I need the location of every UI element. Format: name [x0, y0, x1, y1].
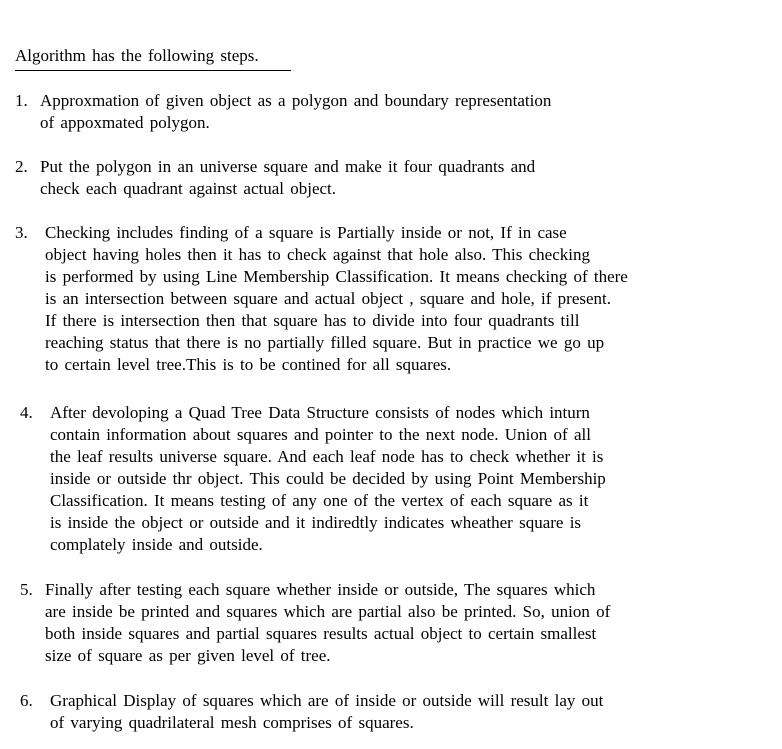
step-line: is inside the object or outside and it indiredtly indicates wheather square is — [50, 513, 582, 532]
step-line: Classification. It means testing of any one of the vertex of each square as it — [50, 491, 589, 510]
step-text — [45, 222, 628, 376]
step-number: 2. — [15, 157, 28, 176]
step-line: check each quadrant against actual object. — [40, 179, 337, 198]
step-number: 4. — [20, 403, 33, 422]
step-line: Put the polygon in an universe square and make it four quadrants and — [40, 157, 536, 176]
step-line: Approxmation of given object as a polygon and boundary representation — [40, 91, 552, 110]
step-line: size of square as per given level of tree. — [45, 646, 331, 665]
step-text — [50, 402, 606, 556]
step-line: Finally after testing each square whether inside or outside, The squares which — [45, 580, 596, 599]
step-line: contain information about squares and pointer to the next node. Union of all — [50, 425, 591, 444]
heading-underline — [15, 70, 291, 71]
step-line: Graphical Display of squares which are of inside or outside will result lay out — [50, 691, 604, 710]
step-text — [40, 156, 535, 200]
step-line: reaching status that there is no partially filled square. But in practice we go up — [45, 333, 605, 352]
step-line: both inside squares and partial squares results actual object to certain smallest — [45, 624, 597, 643]
step-line: of appoxmated polygon. — [40, 113, 210, 132]
step-text — [45, 579, 610, 667]
step-line: are inside be printed and squares which are partial also be printed. So, union of — [45, 602, 611, 621]
step-line: After devoloping a Quad Tree Data Structure consists of nodes which inturn — [50, 403, 590, 422]
step-line: the leaf results universe square. And each leaf node has to check whether it is — [50, 447, 604, 466]
step-line: If there is intersection then that square has to divide into four quadrants till — [45, 311, 580, 330]
step-line: of varying quadrilateral mesh comprises of squares. — [50, 713, 414, 732]
step-text — [40, 90, 551, 134]
step-text — [50, 690, 603, 734]
step-line: is performed by using Line Membership Classification. It means checking of there — [45, 267, 628, 286]
step-number: 5. — [20, 580, 33, 599]
step-line: inside or outside thr object. This could be decided by using Point Membership — [50, 469, 606, 488]
heading: Algorithm has the following steps. — [15, 46, 259, 65]
step-line: is an intersection between square and actual object , square and hole, if present. — [45, 289, 612, 308]
step-line: object having holes then it has to check against that hole also. This checking — [45, 245, 590, 264]
step-number: 6. — [20, 691, 33, 710]
step-number: 3. — [15, 223, 28, 242]
step-line: complately inside and outside. — [50, 535, 263, 554]
step-line: Checking includes finding of a square is Partially inside or not, If in case — [45, 223, 567, 242]
step-line: to certain level tree.This is to be contined for all squares. — [45, 355, 452, 374]
step-number: 1. — [15, 91, 28, 110]
